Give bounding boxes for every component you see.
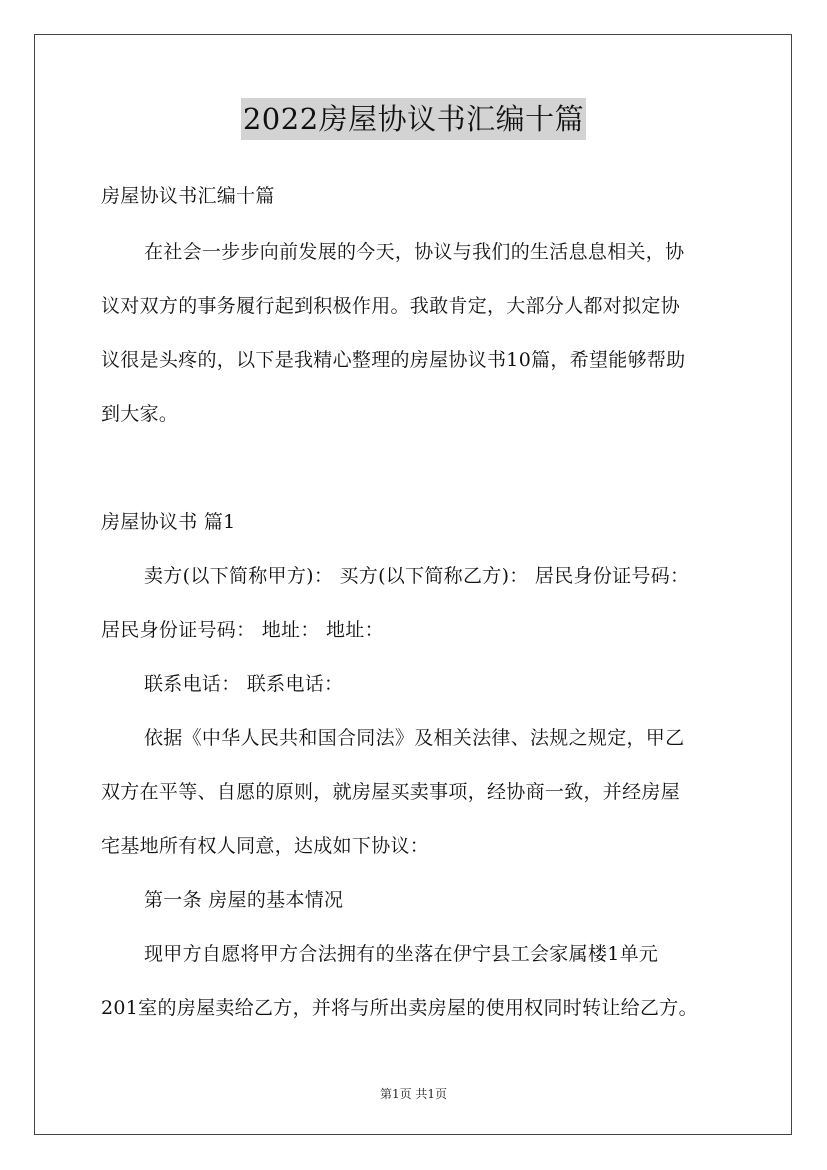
intro-line-4: 到大家。: [101, 403, 179, 425]
basis-line-2: 双方在平等、自愿的原则，就房屋买卖事项，经协商一致，并经房屋: [101, 781, 681, 803]
intro-line-2: 议对双方的事务履行起到积极作用。我敢肯定，大部分人都对拟定协: [101, 295, 681, 317]
contact-line: 联系电话： 联系电话：: [144, 673, 344, 695]
parties-line-2: 居民身份证号码： 地址： 地址：: [101, 619, 384, 641]
subtitle: 房屋协议书汇编十篇: [101, 185, 275, 207]
intro-line-1: 在社会一步步向前发展的今天，协议与我们的生活息息相关，协: [144, 241, 685, 263]
page-footer: 第1页 共1页: [379, 1087, 448, 1101]
article-1-line-2: 201室的房屋卖给乙方，并将与所出卖房屋的使用权同时转让给乙方。: [101, 997, 698, 1019]
parties-line-1: 卖方(以下简称甲方)： 买方(以下简称乙方)： 居民身份证号码：: [144, 565, 690, 587]
section-heading: 房屋协议书 篇1: [101, 511, 236, 533]
basis-line-3: 宅基地所有权人同意，达成如下协议：: [101, 835, 430, 857]
title-container: [0, 98, 827, 140]
basis-line-1: 依据《中华人民共和国合同法》及相关法律、法规之规定，甲乙: [144, 727, 685, 749]
article-1-heading: 第一条 房屋的基本情况: [144, 889, 344, 911]
article-1-line-1: 现甲方自愿将甲方合法拥有的坐落在伊宁县工会家属楼1单元: [144, 943, 659, 965]
document-title: 2022房屋协议书汇编十篇: [241, 98, 586, 140]
intro-line-3: 议很是头疼的，以下是我精心整理的房屋协议书10篇，希望能够帮助: [101, 349, 686, 371]
